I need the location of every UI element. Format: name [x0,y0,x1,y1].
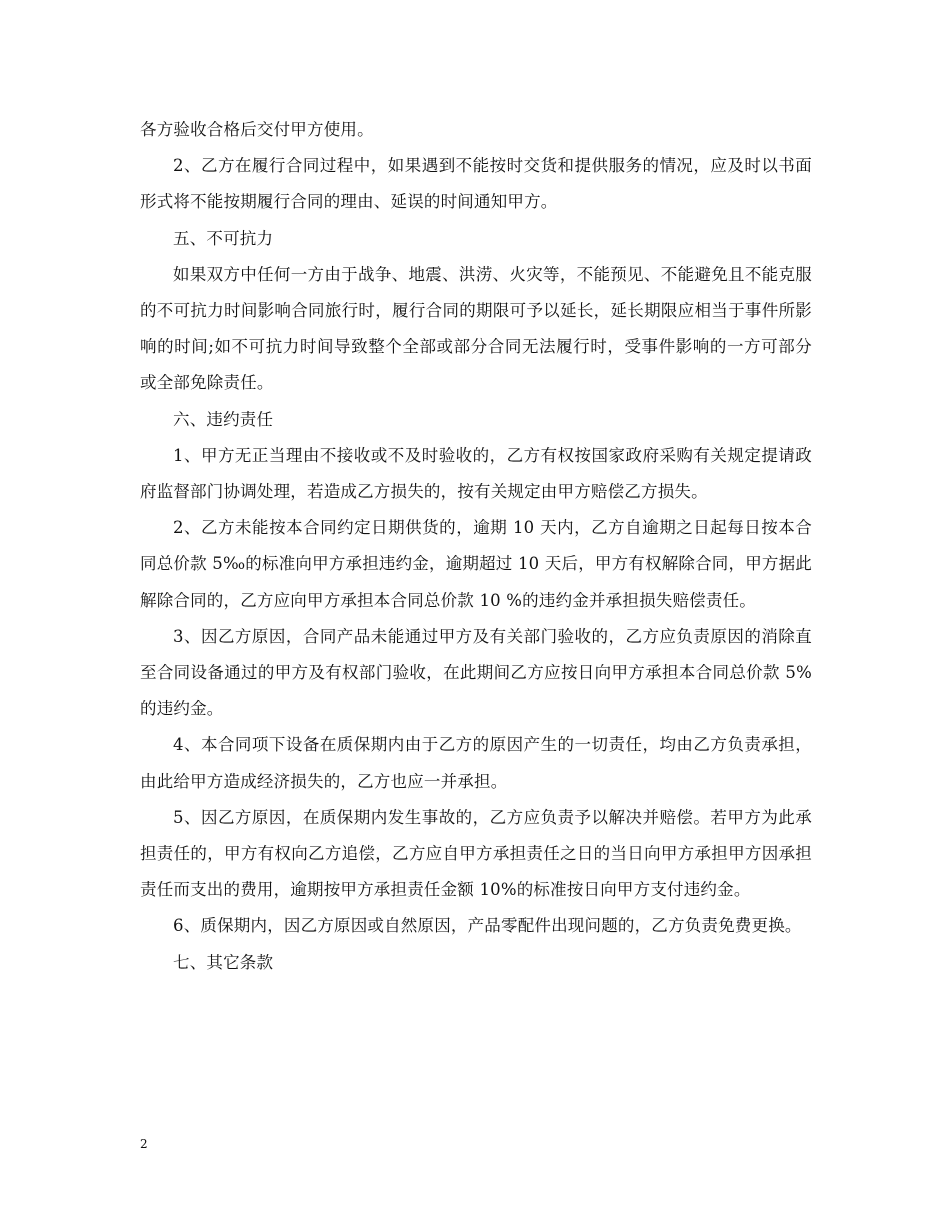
page-number: 2 [140,1137,148,1151]
paragraph-liability-2: 2、乙方未能按本合同约定日期供货的，逾期 10 天内，乙方自逾期之日起每日按本合同总价款 5‰的标准向甲方承担违约金，逾期超过 10 天后，甲方有权解除合同，甲方据此解除合同的，乙方应向甲方承担本合同总价款 10 %的违约金并承担损失赔偿责任。 [140,518,812,610]
paragraph-clause-2-delivery-notice: 2、乙方在履行合同过程中，如果遇到不能按时交货和提供服务的情况，应及时以书面形式将不能按期履行合同的理由、延误的时间通知甲方。 [140,156,812,212]
section-heading-other-terms: 七、其它条款 [173,952,274,972]
paragraph-liability-1: 1、甲方无正当理由不接收或不及时验收的，乙方有权按国家政府采购有关规定提请政府监督部门协调处理，若造成乙方损失的，按有关规定由甲方赔偿乙方损失。 [140,445,812,502]
section-heading-liability: 六、违约责任 [173,409,274,429]
document-body [140,112,812,981]
section-heading-force-majeure: 五、不可抗力 [173,228,274,248]
paragraph-force-majeure: 如果双方中任何一方由于战争、地震、洪涝、火灾等，不能预见、不能避免且不能克服的不可抗力时间影响合同旅行时，履行合同的期限可予以延长，延长期限应相当于事件所影响的时间;如不可抗力时间导致整个全部或部分合同无法履行时，受事件影响的一方可部分或全部免除责任。 [140,264,812,393]
paragraph-continuation: 各方验收合格后交付甲方使用。 [140,120,374,139]
paragraph-liability-6: 6、质保期内，因乙方原因或自然原因，产品零配件出现问题的，乙方负责免费更换。 [173,916,802,936]
paragraph-liability-4: 4、本合同项下设备在质保期内由于乙方的原因产生的一切责任，均由乙方负责承担，由此给甲方造成经济损失的，乙方也应一并承担。 [140,735,812,791]
paragraph-liability-3: 3、因乙方原因，合同产品未能通过甲方及有关部门验收的，乙方应负责原因的消除直至合同设备通过的甲方及有权部门验收，在此期间乙方应按日向甲方承担本合同总价款 5%的违约金。 [140,626,812,719]
paragraph-liability-5: 5、因乙方原因，在质保期内发生事故的，乙方应负责予以解决并赔偿。若甲方为此承担责任的，甲方有权向乙方追偿，乙方应自甲方承担责任之日的当日向甲方承担甲方因承担责任而支出的费用，逾期按甲方承担责任金额 10%的标准按日向甲方支付违约金。 [140,807,812,900]
